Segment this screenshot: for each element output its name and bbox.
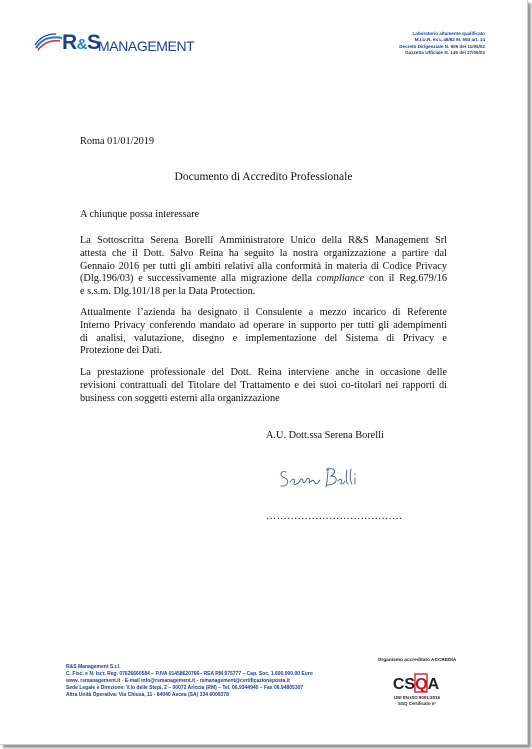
swoosh-logo-icon [34,32,64,52]
footer-line: Sede Legale e Direzione: V.lo delle Stepi, 2 – 00072 Ariccia (RM) – Tel. 06.9344940 – Fax 06.94805307 [66,684,304,691]
paragraph-line: Gennaio 2016 per tutti gli ambiti relativi alla conformità in materia di Codice Privacy [80,260,447,272]
paragraph-line: La Sottoscritta Serena Borelli Amministratore Unico della R&S Management Srl [80,235,447,246]
paragraph-3 [80,367,447,405]
paragraph-line: business con soggetti esterni alla organizzazione [80,392,280,404]
letter-title: Documento di Accredito Professionale [174,171,353,183]
footer-company-info [66,664,313,699]
signatory-name: A.U. Dott.ssa Serena Borelli [266,430,384,441]
compliance-term: compliance [316,273,365,285]
paragraph-line: revisioni contrattuali del Titolare del Trattamento e dei suoi co-titolari nei rapporti di [80,379,447,391]
paragraph-line: e s.s.m. Dlg.101/18 per la Data Protection. [80,286,256,298]
footer-line: Altra Unità Operativa: Via Chiusa, 11 - 84040 Ascea (SA) 334 6009378 [66,691,229,698]
footer-line: R&S Management S.r.l. [66,664,121,670]
certification-label: Organismo accreditato ACCREDIA [377,658,457,663]
decree-line: Gazzetta Ufficiale N. 149 del 27/06/02 [405,50,485,56]
letter-date: Roma 01/01/2019 [80,136,155,147]
paragraph-1 [80,235,447,299]
paragraph-line: di analisi, valutazione, disegno e implementazione del Sistema di Privacy e [80,332,447,344]
cert-standard: UNI EN ISO 9001:2015 [394,695,440,700]
cert-number: SGQ Certificato n° [397,701,437,706]
paragraph-2 [80,307,447,358]
paragraph-line: Protezione dei Dati. [80,345,163,357]
decree-line: Decreto Dirigenziale N. 809 del 11/05/02 [399,43,485,49]
handwritten-signature [276,460,362,496]
paragraph-line: attesta che il Dott. Salvo Reina ha seguito la nostra organizzazione a partire dal [80,247,447,259]
paragraph-line: La prestazione professionale del Dott. Reina interviene anche in occasione delle [80,367,447,378]
signature-line: ………………………………… [266,511,403,522]
footer-line: C. Fisc. e N. Iscr. Reg. 07626660584 – P.IVA 01458620766– REA RM 975777 – Cap. Soc. 1.600.000,00 Euro [66,670,313,677]
logo-management-text: MANAGEMENT [98,38,195,54]
decree-line: M.I.U.R. ex L.46/82 M. 593 art. 14 [414,37,485,43]
paragraph-line: Interno Privacy conferendo mandato ad operare in supporto per tutti gli adempimenti [80,319,447,331]
letter-greeting: A chiunque possa interessare [80,209,200,220]
paragraph-line: Attualmente l’azienda ha designato il Consulente a mezzo incarico di Referente [80,307,447,318]
decree-line: Laboratorio altamente qualificato [412,31,485,36]
footer-line: www. rsmanagement.it - E-mail info@rsmanagement.it - rsmanagement@certificazioneposta.it [66,677,290,684]
csqa-logo-icon [386,672,446,694]
svg-text:CSQA: CSQA [392,676,440,693]
paragraph-line: (Dlg.196/03) e successivamente alla migrazione della compliance con il Reg.679/16 [80,273,447,285]
logo-rs: R&S [62,31,101,54]
decree-block [399,31,485,57]
